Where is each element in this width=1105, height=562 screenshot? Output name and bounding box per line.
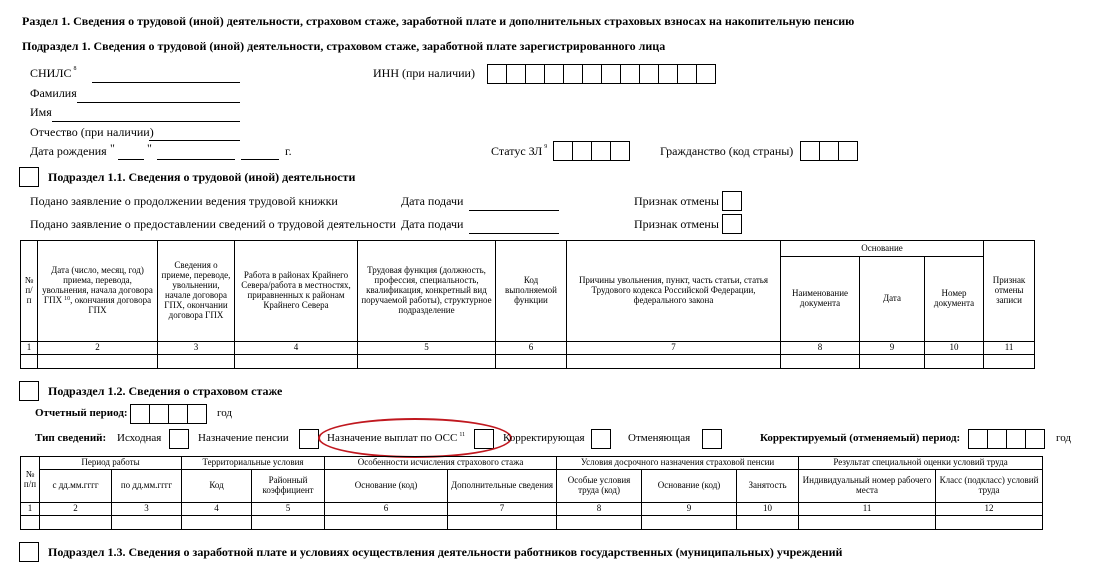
th-basis: Основание	[781, 241, 984, 257]
dob-year-suffix: г.	[285, 144, 292, 158]
sub11-row1-date-field[interactable]	[469, 210, 559, 211]
dob-quote-open: "	[110, 141, 115, 155]
name-field[interactable]	[52, 121, 240, 122]
th-north: Работа в районах Крайнего Севера/работа в местностях, приравненных к районам Крайнего Севера	[235, 241, 358, 342]
col-number: 6	[496, 342, 567, 355]
th-num: № п/п	[21, 241, 38, 342]
opt-initial-checkbox[interactable]	[169, 429, 189, 449]
corrected-period-label: Корректируемый (отменяемый) период:	[760, 432, 961, 444]
status-field[interactable]	[553, 141, 630, 161]
th-date: Дата (число, месяц, год) приема, перевода, увольнения, начала договора ГПХ $^{10}$, окончания договора ГПХ	[38, 241, 158, 342]
opt-cancelling-checkbox[interactable]	[702, 429, 722, 449]
col-number: 10	[925, 342, 984, 355]
th2-extra: Дополнительные сведения	[448, 470, 557, 503]
col-number: 2	[40, 503, 112, 516]
type-label: Тип сведений:	[35, 432, 107, 444]
col-number: 9	[642, 503, 737, 516]
th-doc-date: Дата	[860, 257, 925, 342]
col-number: 6	[325, 503, 448, 516]
col-number: 12	[936, 503, 1043, 516]
sub13-title: Подраздел 1.3. Сведения о заработной плате и условиях осуществления деятельности работников государственных (муниципальных) учреждений	[48, 545, 843, 559]
opt-initial-label: Исходная	[117, 432, 162, 444]
col-number: 3	[158, 342, 235, 355]
col-number: 11	[799, 503, 936, 516]
th-doc-name: Наименование документа	[781, 257, 860, 342]
col-number: 4	[235, 342, 358, 355]
col-number: 8	[557, 503, 642, 516]
dob-year-field[interactable]	[241, 159, 279, 160]
corrected-period-field[interactable]	[968, 429, 1045, 449]
th2-group-territory: Территориальные условия	[182, 457, 325, 470]
sub13-checkbox[interactable]	[19, 542, 39, 562]
th-cancel: Признак отмены записи	[984, 241, 1035, 342]
col-number: 9	[860, 342, 925, 355]
sub11-checkbox[interactable]	[19, 167, 39, 187]
sub11-row1-cancel-label: Признак отмены	[634, 194, 719, 208]
th2-employment: Занятость	[737, 470, 799, 503]
sub11-table	[20, 240, 1035, 369]
table-row[interactable]	[21, 516, 1043, 530]
patronymic-label: Отчество (при наличии)	[30, 125, 154, 139]
opt-correcting-checkbox[interactable]	[591, 429, 611, 449]
corrected-year-label: год	[1056, 432, 1072, 444]
th2-class: Класс (подкласс) условий труда	[936, 470, 1043, 503]
period-label: Отчетный период:	[35, 407, 128, 419]
snils-label: СНИЛС $^8$	[30, 66, 77, 80]
sub11-row2-cancel-label: Признак отмены	[634, 217, 719, 231]
sub11-row1-date-label: Дата подачи	[401, 194, 464, 208]
sub11-row2-cancel-checkbox[interactable]	[722, 214, 742, 234]
opt-pension-label: Назначение пенсии	[198, 432, 289, 444]
th2-basis: Основание (код)	[325, 470, 448, 503]
sub11-row2-date-field[interactable]	[469, 233, 559, 234]
th2-code: Код	[182, 470, 252, 503]
th2-special: Особые условия труда (код)	[557, 470, 642, 503]
col-number: 7	[448, 503, 557, 516]
opt-cancelling-label: Отменяющая	[628, 432, 691, 444]
col-number: 5	[252, 503, 325, 516]
highlight-oval	[318, 418, 512, 458]
col-number: 7	[567, 342, 781, 355]
col-number: 4	[182, 503, 252, 516]
subsection1-title: Подраздел 1. Сведения о трудовой (иной) деятельности, страховом стаже, заработной плате зарегистрированного лица	[22, 39, 666, 53]
sub11-number-row	[21, 342, 1035, 355]
citizenship-field[interactable]	[800, 141, 858, 161]
surname-field[interactable]	[77, 102, 240, 103]
col-number: 1	[21, 342, 38, 355]
opt-oss-label: Назначение выплат по ОСС $^{11}$	[327, 432, 466, 444]
th2-num: № п/п	[21, 457, 40, 503]
col-number: 1	[21, 503, 40, 516]
snils-field[interactable]	[92, 82, 240, 83]
col-number: 8	[781, 342, 860, 355]
opt-correcting-label: Корректирующая	[503, 432, 585, 444]
col-number: 10	[737, 503, 799, 516]
th2-coef: Районный коэффициент	[252, 470, 325, 503]
th2-to: по дд.мм.гггг	[112, 470, 182, 503]
th2-group-early: Условия досрочного назначения страховой пенсии	[557, 457, 799, 470]
dob-label: Дата рождения	[30, 144, 107, 158]
th-code: Код выполняемой функции	[496, 241, 567, 342]
sub12-number-row	[21, 503, 1043, 516]
table-row[interactable]	[21, 355, 1035, 369]
sub12-title: Подраздел 1.2. Сведения о страховом стаже	[48, 384, 283, 398]
dob-day-field[interactable]	[118, 159, 144, 160]
sub12-table	[20, 456, 1043, 530]
opt-pension-checkbox[interactable]	[299, 429, 319, 449]
sub11-row1-cancel-checkbox[interactable]	[722, 191, 742, 211]
th2-group-period: Период работы	[40, 457, 182, 470]
period-field[interactable]	[130, 404, 207, 424]
th-info: Сведения о приеме, переводе, увольнении, начале договора ГПХ, окончании договора ГПХ	[158, 241, 235, 342]
period-year-label: год	[217, 407, 233, 419]
sub11-title: Подраздел 1.1. Сведения о трудовой (иной) деятельности	[48, 170, 356, 184]
sub11-row2-label: Подано заявление о предоставлении сведений о трудовой деятельности	[30, 217, 396, 231]
th-function: Трудовая функция (должность, профессия, специальность, квалификация, конкретный вид поручаемой работы), структурное подразделение	[358, 241, 496, 342]
dob-month-field[interactable]	[157, 159, 235, 160]
section1-title: Раздел 1. Сведения о трудовой (иной) деятельности, страховом стаже, заработной плате и дополнительных страховых взносах на накопительную пенсию	[22, 14, 855, 28]
inn-label: ИНН (при наличии)	[373, 66, 475, 80]
sub11-row1-label: Подано заявление о продолжении ведения трудовой книжки	[30, 194, 338, 208]
th2-group-assessment: Результат специальной оценки условий труда	[799, 457, 1043, 470]
th-doc-number: Номер документа	[925, 257, 984, 342]
col-number: 5	[358, 342, 496, 355]
sub12-checkbox[interactable]	[19, 381, 39, 401]
col-number: 3	[112, 503, 182, 516]
name-label: Имя	[30, 105, 52, 119]
surname-label: Фамилия	[30, 86, 77, 100]
citizenship-label: Гражданство (код страны)	[660, 144, 794, 158]
col-number: 2	[38, 342, 158, 355]
sub11-row2-date-label: Дата подачи	[401, 217, 464, 231]
th2-group-calc: Особенности исчисления страхового стажа	[325, 457, 557, 470]
dob-quote-close: "	[147, 141, 152, 155]
th2-from: с дд.мм.гггг	[40, 470, 112, 503]
inn-field[interactable]	[487, 64, 716, 84]
th-reason: Причины увольнения, пункт, часть статьи, статья Трудового кодекса Российской Федерации, федерального закона	[567, 241, 781, 342]
status-label: Статус ЗЛ $^9$	[491, 144, 548, 158]
col-number: 11	[984, 342, 1035, 355]
th2-basis2: Основание (код)	[642, 470, 737, 503]
patronymic-field[interactable]	[149, 140, 240, 141]
th2-workplace: Индивидуальный номер рабочего места	[799, 470, 936, 503]
